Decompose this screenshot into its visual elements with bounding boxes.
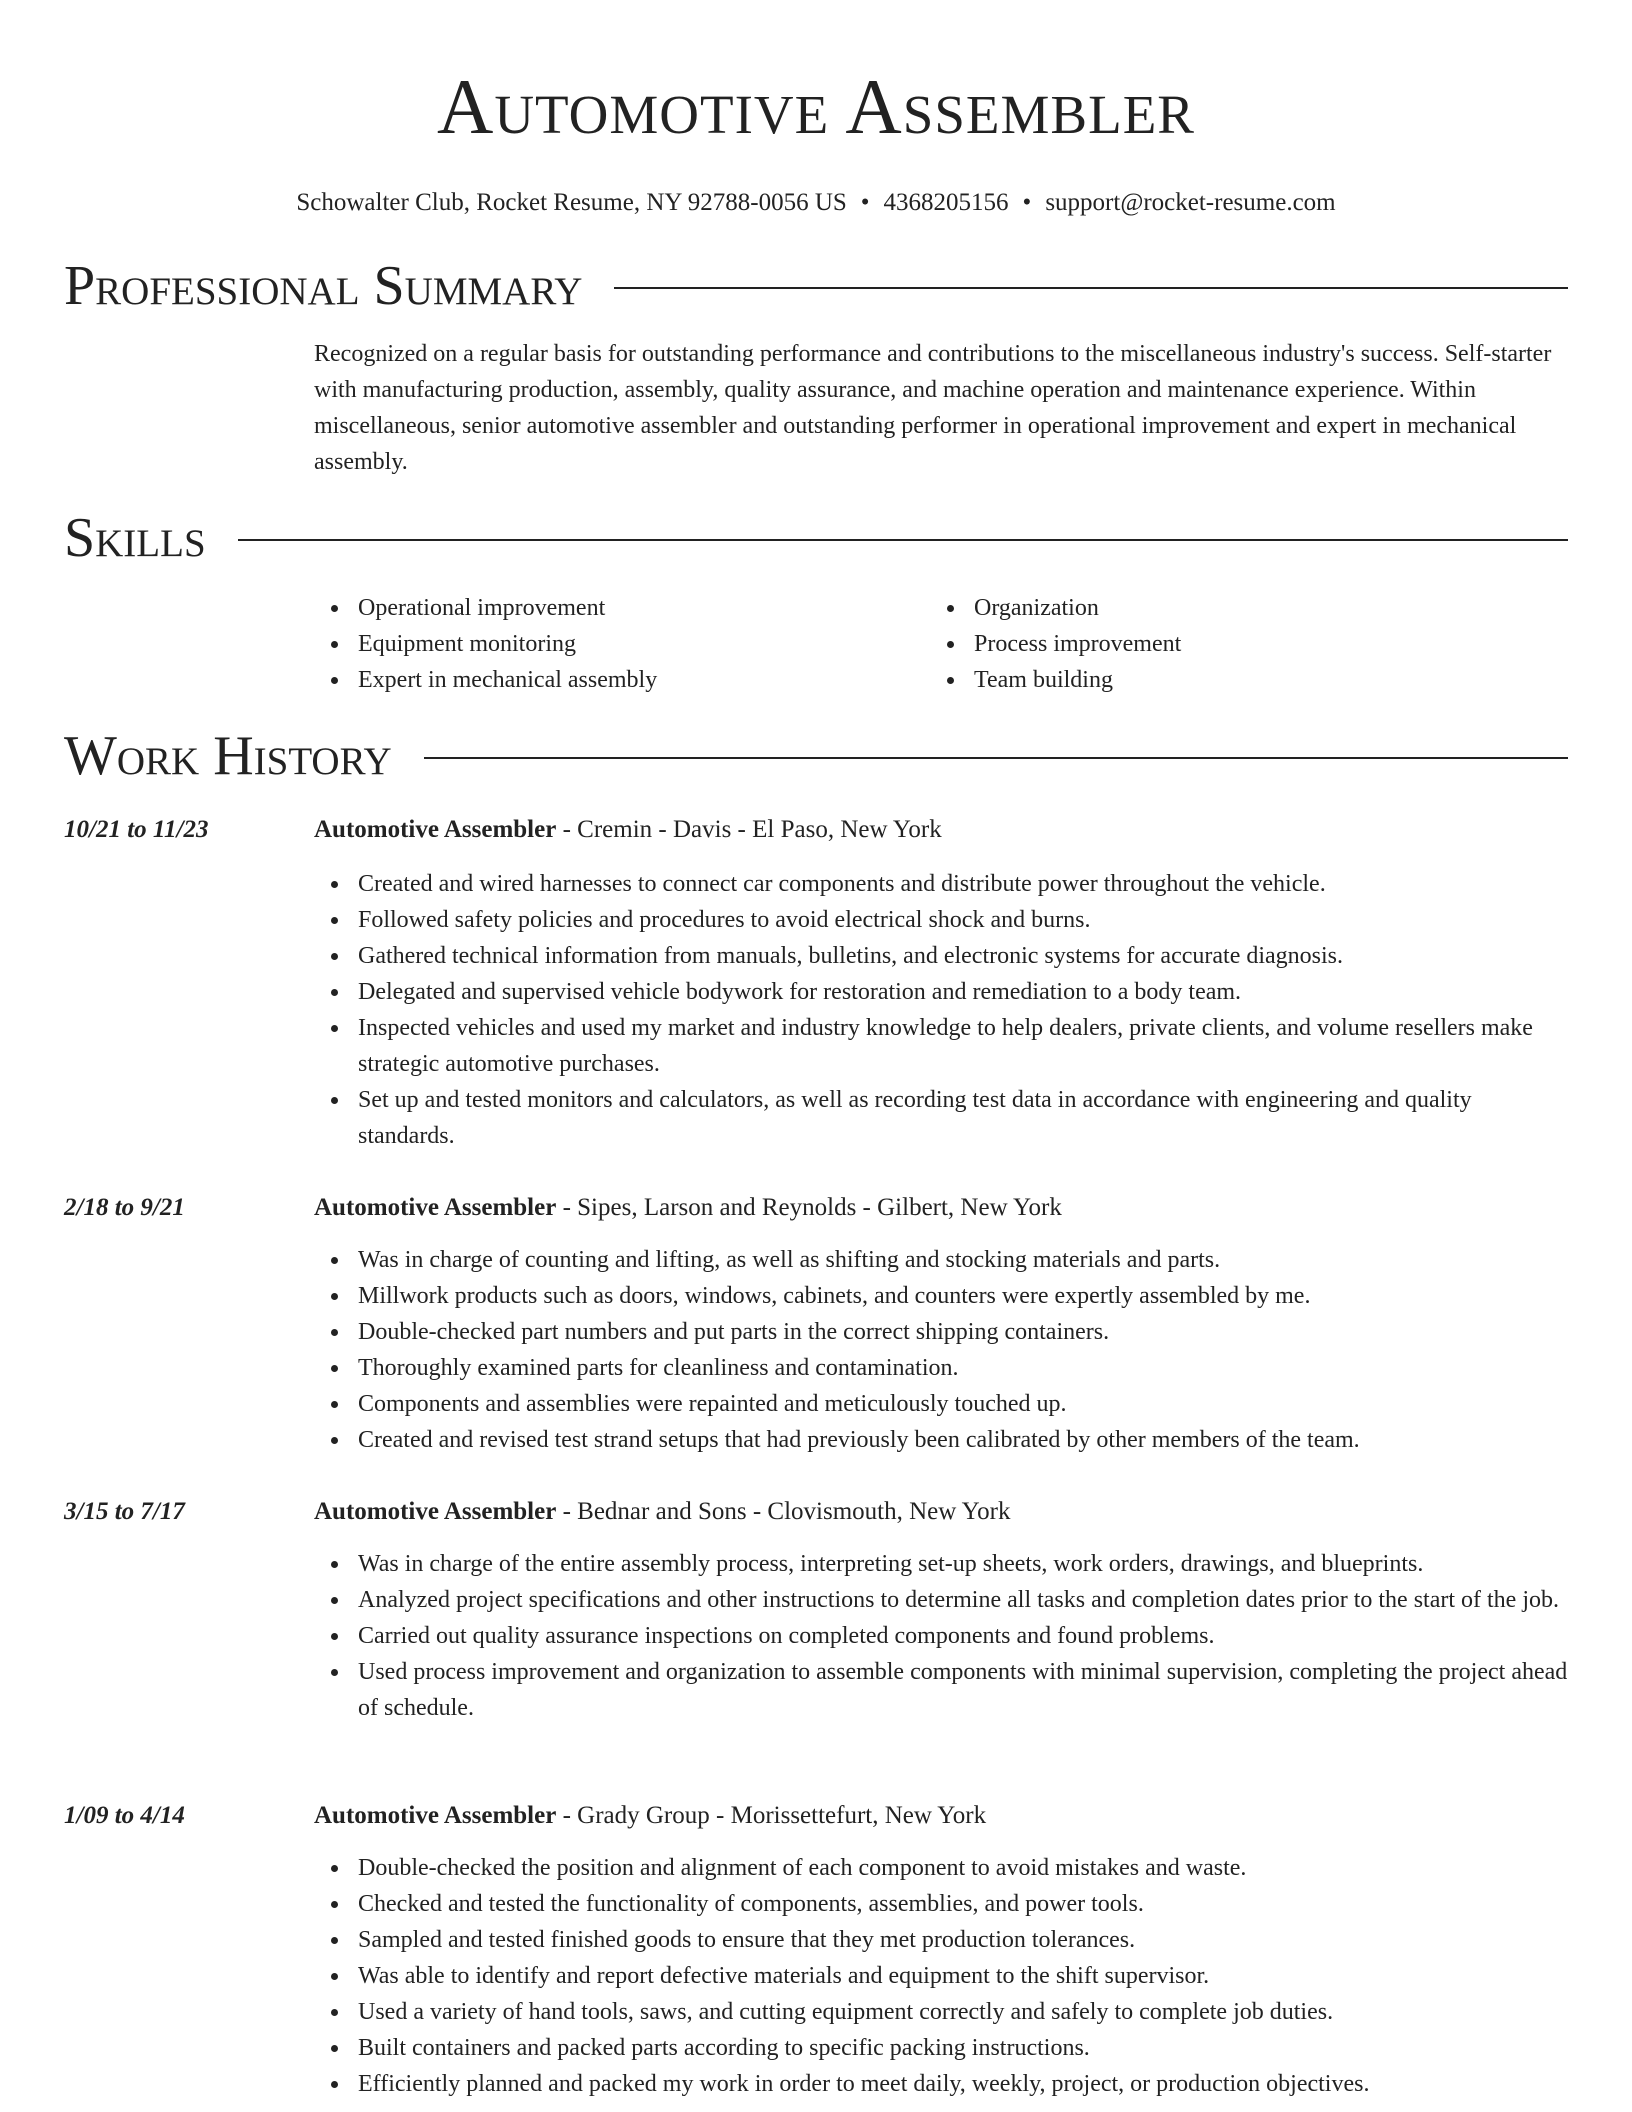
job-title-line <box>314 1798 986 1834</box>
skills-list <box>314 590 1570 698</box>
contact-address: Schowalter Club, Rocket Resume, NY 92788-0056 US <box>296 189 847 216</box>
job-bullet: Double-checked the position and alignment of each component to avoid mistakes and waste. <box>314 1850 1570 1886</box>
summary-section-header <box>64 256 1568 316</box>
job-bullet: Thoroughly examined parts for cleanliness and contamination. <box>314 1350 1570 1386</box>
job-bullet: Carried out quality assurance inspections on completed components and found problems. <box>314 1618 1570 1654</box>
work-history-heading: Work History <box>64 725 392 787</box>
job-bullet: Efficiently planned and packed my work in order to meet daily, weekly, project, or production objectives. <box>314 2066 1570 2102</box>
job-bullets <box>314 1546 1570 1726</box>
summary-heading: Professional Summary <box>64 255 583 317</box>
job-bullet: Components and assemblies were repainted and meticulously touched up. <box>314 1386 1570 1422</box>
job-title-line <box>314 1190 1062 1226</box>
job-dates: 10/21 to 11/23 <box>64 816 209 843</box>
job-bullet: Gathered technical information from manuals, bulletins, and electronic systems for accurate diagnosis. <box>314 938 1570 974</box>
job-employer: - Grady Group - Morissettefurt, New York <box>556 1802 987 1829</box>
job-bullets <box>314 1242 1570 1458</box>
job-bullet: Set up and tested monitors and calculators, as well as recording test data in accordance with engineering and quality standards. <box>314 1082 1570 1154</box>
job-bullet: Used a variety of hand tools, saws, and cutting equipment correctly and safely to complete job duties. <box>314 1994 1570 2030</box>
contact-line <box>0 188 1632 218</box>
job-bullets <box>314 1850 1570 2102</box>
job-bullet: Millwork products such as doors, windows, cabinets, and counters were expertly assembled by me. <box>314 1278 1570 1314</box>
job-employer: - Bednar and Sons - Clovismouth, New York <box>556 1498 1011 1525</box>
job-bullet: Checked and tested the functionality of components, assemblies, and power tools. <box>314 1886 1570 1922</box>
job-employer: - Sipes, Larson and Reynolds - Gilbert, New York <box>556 1194 1062 1221</box>
job-bullet: Sampled and tested finished goods to ensure that they met production tolerances. <box>314 1922 1570 1958</box>
job-bullet: Inspected vehicles and used my market and industry knowledge to help dealers, private clients, and volume resellers make strategic automotive purchases. <box>314 1010 1570 1082</box>
summary-text: Recognized on a regular basis for outstanding performance and contributions to the miscellaneous industry's success. Self-starter with manufacturing production, assembly, quality assurance, and machine operation and maintenance experience. Within miscellaneous, senior automotive assembler and outstanding performer in operational improvement and expert in mechanical assembly. <box>314 341 1552 475</box>
section-divider <box>238 539 1568 541</box>
job-title: Automotive Assembler <box>314 1194 557 1221</box>
resume-name: Automotive Assembler <box>437 63 1195 150</box>
skill-item: Operational improvement <box>314 590 930 626</box>
job-bullet: Built containers and packed parts according to specific packing instructions. <box>314 2030 1570 2066</box>
job-bullet: Delegated and supervised vehicle bodywork for restoration and remediation to a body team. <box>314 974 1570 1010</box>
skills-heading: Skills <box>64 507 206 569</box>
job-bullet: Created and revised test strand setups that had previously been calibrated by other members of the team. <box>314 1422 1570 1458</box>
contact-separator: • <box>860 189 870 216</box>
job-employer: - Cremin - Davis - El Paso, New York <box>556 816 942 843</box>
job-bullet: Double-checked part numbers and put parts in the correct shipping containers. <box>314 1314 1570 1350</box>
job-bullet: Followed safety policies and procedures to avoid electrical shock and burns. <box>314 902 1570 938</box>
contact-separator: • <box>1022 189 1032 216</box>
job-dates: 3/15 to 7/17 <box>64 1498 185 1525</box>
job-bullet: Was in charge of the entire assembly process, interpreting set-up sheets, work orders, drawings, and blueprints. <box>314 1546 1570 1582</box>
contact-email[interactable]: support@rocket-resume.com <box>1045 189 1336 216</box>
job-bullet: Was in charge of counting and lifting, as well as shifting and stocking materials and parts. <box>314 1242 1570 1278</box>
job-bullet: Used process improvement and organization to assemble components with minimal supervision, completing the project ahead of schedule. <box>314 1654 1570 1726</box>
skills-column-left <box>314 590 930 698</box>
section-divider <box>424 757 1568 759</box>
job-title-line <box>314 812 942 848</box>
job-bullets <box>314 866 1570 1154</box>
skill-item: Process improvement <box>930 626 1546 662</box>
job-title: Automotive Assembler <box>314 1802 557 1829</box>
skills-column-right <box>930 590 1546 698</box>
job-bullet: Analyzed project specifications and other instructions to determine all tasks and completion dates prior to the start of the job. <box>314 1582 1570 1618</box>
skill-item: Expert in mechanical assembly <box>314 662 930 698</box>
skills-section-header <box>64 508 1568 568</box>
contact-phone: 4368205156 <box>883 189 1009 216</box>
job-title-line <box>314 1494 1011 1530</box>
job-dates: 2/18 to 9/21 <box>64 1194 185 1221</box>
skill-item: Equipment monitoring <box>314 626 930 662</box>
job-bullet: Created and wired harnesses to connect car components and distribute power throughout the vehicle. <box>314 866 1570 902</box>
job-dates: 1/09 to 4/14 <box>64 1802 185 1829</box>
job-title: Automotive Assembler <box>314 1498 557 1525</box>
job-bullet: Was able to identify and report defective materials and equipment to the shift supervisor. <box>314 1958 1570 1994</box>
section-divider <box>614 287 1568 289</box>
skill-item: Team building <box>930 662 1546 698</box>
job-title: Automotive Assembler <box>314 816 557 843</box>
skill-item: Organization <box>930 590 1546 626</box>
work-history-section-header <box>64 726 1568 786</box>
